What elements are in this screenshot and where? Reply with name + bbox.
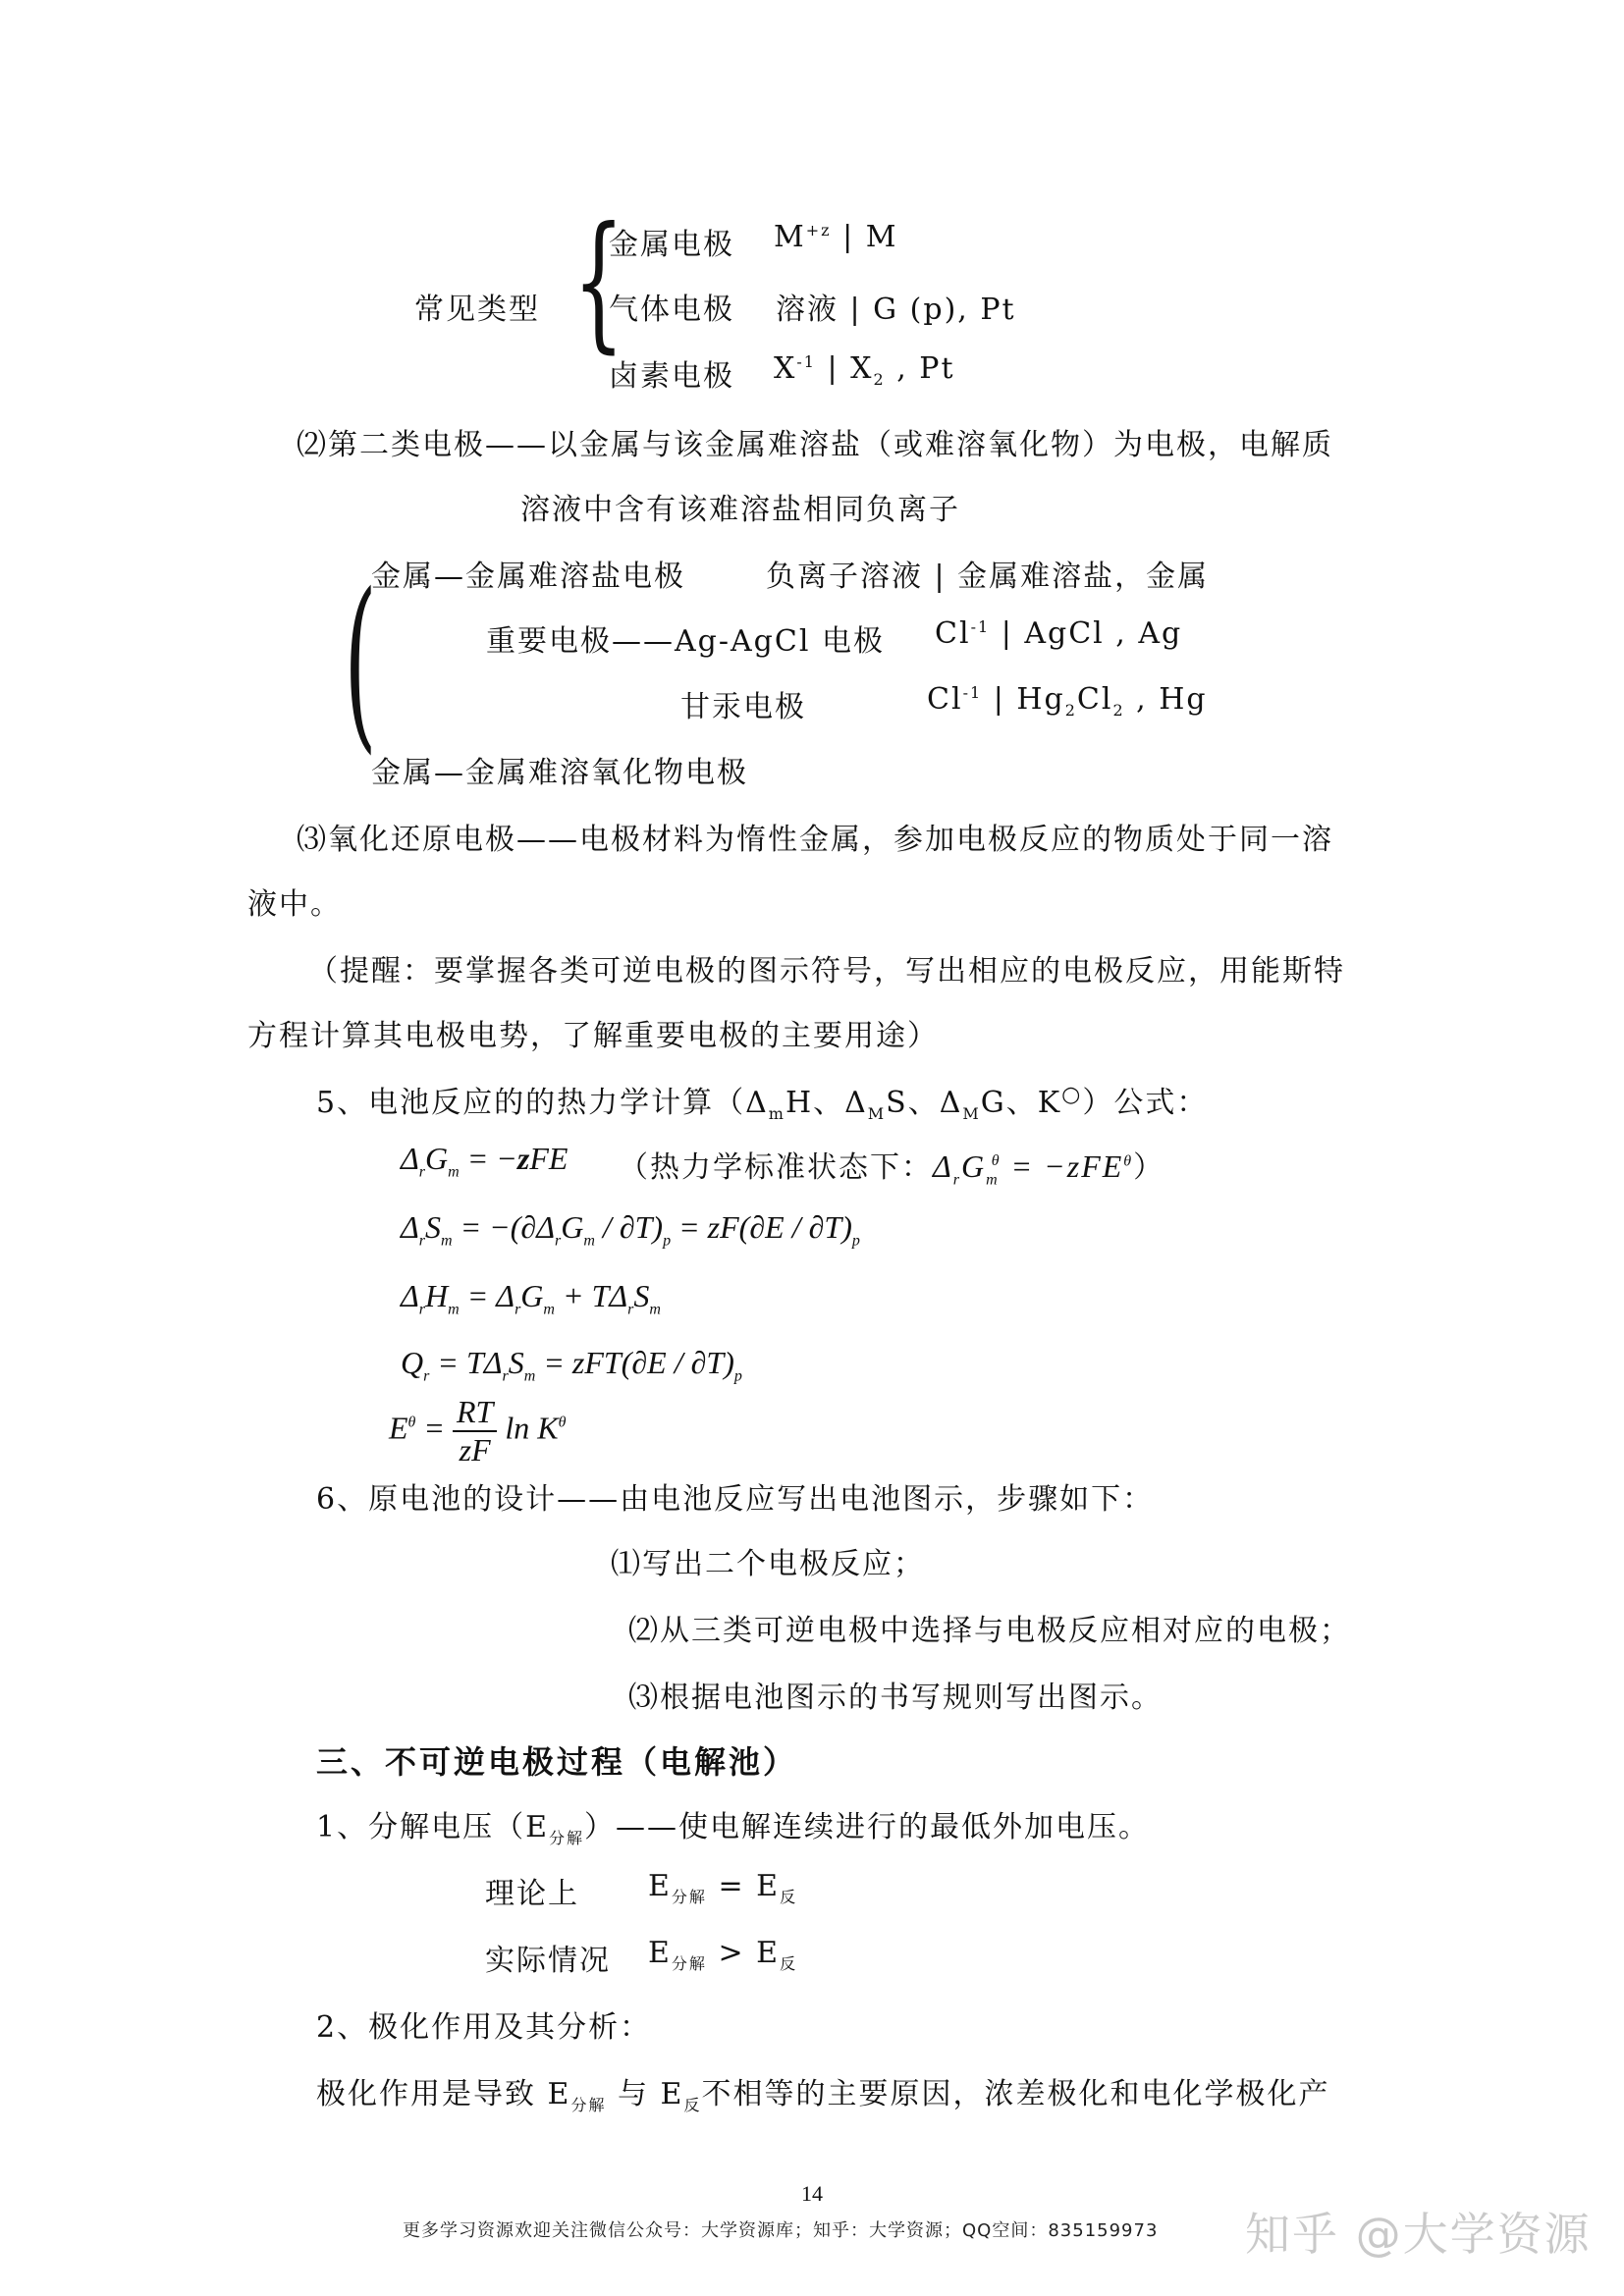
actual-label: 实际情况: [485, 1944, 611, 1978]
actual-sub1: 分解: [671, 1954, 707, 1973]
item6-step3: ⑶根据电池图示的书写规则写出图示。: [628, 1681, 1163, 1715]
second-kind-line1: ⑵第二类电极——以金属与该金属难溶盐（或难溶氧化物）为电极，电解质: [297, 428, 1333, 462]
metal-electrode-symbol: [774, 220, 897, 254]
theory-eq: =: [718, 1869, 745, 1903]
halogen-x: X: [774, 351, 797, 386]
gibbs-note-text: （热力学标准状态下：: [619, 1150, 933, 1185]
calomel-symbol: [927, 682, 1208, 720]
item6-title: 6、原电池的设计——由电池反应写出电池图示，步骤如下：: [316, 1482, 1155, 1517]
s3-item1-sub: 分解: [549, 1829, 585, 1847]
calomel-rest: , Hg: [1124, 682, 1208, 717]
calomel-sub1: 2: [1064, 701, 1077, 720]
types-label: 常见类型: [414, 293, 540, 327]
theory-formula: [648, 1869, 797, 1907]
formula-heat: $Q_r = T\Delta_rS_m = zFT(\partial E / \partial T)_p$: [401, 1345, 742, 1385]
standard-circle-icon: ○: [1061, 1083, 1083, 1107]
rt-over-zf: $\frac{RT}{zF}$: [453, 1394, 497, 1468]
reminder-line2: 方程计算其电极电势，了解重要电极的主要用途）: [247, 1019, 939, 1053]
last-c: 不相等的主要原因，浓差极化和电化学极化产: [701, 2077, 1330, 2111]
page-number: 14: [801, 2181, 823, 2206]
actual-gt: >: [718, 1936, 745, 1970]
calomel-cl2: Cl: [1076, 682, 1113, 717]
last-sub2: 反: [683, 2096, 702, 2114]
actual-e1: E: [648, 1936, 672, 1970]
oxide-electrode-name: 金属—金属难溶氧化物电极: [371, 756, 748, 790]
footer-text: 更多学习资源欢迎关注微信公众号：大学资源库；知乎：大学资源；QQ空间：835159973: [403, 2220, 1159, 2241]
item5-t3: S、Δ: [886, 1086, 963, 1120]
metal-symbol-rest: | M: [831, 220, 898, 254]
halogen-electrode-symbol: [774, 351, 955, 389]
metal-symbol-charge: +z: [805, 221, 832, 240]
formula-gibbs: $\Delta_rG_m = -zFE$: [401, 1141, 568, 1181]
item5-title: [316, 1078, 1208, 1123]
calomel-electrode-name: 甘汞电极: [680, 690, 806, 724]
theory-label: 理论上: [485, 1877, 579, 1911]
calomel-hg: | Hg: [982, 682, 1065, 717]
s3-item1: [316, 1802, 1150, 1848]
actual-e2: E: [756, 1936, 781, 1970]
item5-t5: ）公式：: [1082, 1086, 1209, 1120]
salt-electrode-symbol: 负离子溶液 | 金属难溶盐，金属: [766, 560, 1210, 594]
s3-last-line: [316, 2069, 1329, 2115]
s3-item2: 2、极化作用及其分析：: [316, 2010, 652, 2045]
agcl-cl: Cl: [935, 616, 971, 651]
calomel-charge: -1: [962, 683, 983, 702]
important-electrode: 重要电极——Ag-AgCl 电极: [486, 624, 885, 659]
agcl-rest: | AgCl , Ag: [990, 616, 1183, 651]
calomel-cl: Cl: [927, 682, 963, 717]
third-kind-line1: ⑶氧化还原电极——电极材料为惰性金属，参加电极反应的物质处于同一溶: [297, 823, 1333, 857]
item5-sub1: m: [768, 1104, 785, 1123]
agcl-charge: -1: [970, 617, 991, 636]
halogen-rest: , Pt: [885, 351, 955, 386]
gas-electrode-symbol: 溶液 | G (p), Pt: [776, 293, 1016, 327]
halogen-x2: | X: [815, 351, 874, 386]
halogen-electrode-name: 卤素电极: [609, 359, 734, 394]
item6-step2: ⑵从三类可逆电极中选择与电极反应相对应的电极；: [628, 1614, 1351, 1648]
s3-item1-b: ）——使电解连续进行的最低外加电压。: [584, 1810, 1151, 1844]
theory-sub2: 反: [780, 1888, 798, 1906]
halogen-sub: 2: [873, 370, 886, 389]
theory-sub1: 分解: [671, 1888, 707, 1906]
actual-sub2: 反: [780, 1954, 798, 1973]
theory-e2: E: [756, 1869, 781, 1903]
theory-e1: E: [648, 1869, 672, 1903]
calomel-sub2: 2: [1112, 701, 1125, 720]
formula-gibbs-note: [619, 1143, 1164, 1189]
types-brace: {: [572, 196, 624, 367]
metal-symbol-m: M: [774, 220, 806, 254]
reminder-line1: （提醒：要掌握各类可逆电极的图示符号，写出相应的电极反应，用能斯特: [308, 954, 1345, 988]
salt-electrode-name: 金属—金属难溶盐电极: [371, 560, 685, 594]
second-kind-line2: 溶液中含有该难溶盐相同负离子: [520, 493, 960, 527]
halogen-charge: -1: [796, 352, 816, 371]
gibbs-standard: $\Delta_rG_m^\theta = -zFE^\theta$: [933, 1148, 1134, 1189]
agcl-symbol: [935, 616, 1182, 651]
formula-entropy: $\Delta_rS_m = -(\partial\Delta_rG_m / \partial T)_p = zF(\partial E / \partial T)_p$: [401, 1209, 860, 1250]
second-kind-brace: (: [344, 554, 377, 771]
last-sub1: 分解: [570, 2096, 607, 2114]
zhihu-watermark: 知乎 @大学资源: [1245, 2208, 1592, 2261]
item5-sub3: M: [962, 1104, 981, 1123]
section3-heading: 三、不可逆电极过程（电解池）: [316, 1743, 798, 1781]
item5-t1: 5、电池反应的的热力学计算（Δ: [316, 1086, 769, 1120]
third-kind-line2: 液中。: [247, 887, 342, 922]
item5-t2: H、Δ: [785, 1086, 868, 1120]
last-a: 极化作用是导致 E: [316, 2077, 571, 2111]
gibbs-note-end: ）: [1133, 1150, 1165, 1185]
actual-formula: [648, 1936, 797, 1974]
gas-electrode-name: 气体电极: [609, 293, 734, 327]
item6-step1: ⑴写出二个电极反应；: [611, 1547, 925, 1581]
formula-enthalpy: $\Delta_rH_m = \Delta_rG_m + T\Delta_rS_m$: [401, 1278, 661, 1318]
formula-equilibrium: $E^\theta$ = $\frac{RT}{zF}$ $\ln K^\theta$: [389, 1394, 567, 1468]
metal-electrode-name: 金属电极: [609, 228, 734, 262]
item5-t4: G、K: [980, 1086, 1062, 1120]
item5-sub2: M: [867, 1104, 887, 1123]
last-b: 与 E: [606, 2077, 684, 2111]
s3-item1-a: 1、分解电压（E: [316, 1810, 549, 1844]
